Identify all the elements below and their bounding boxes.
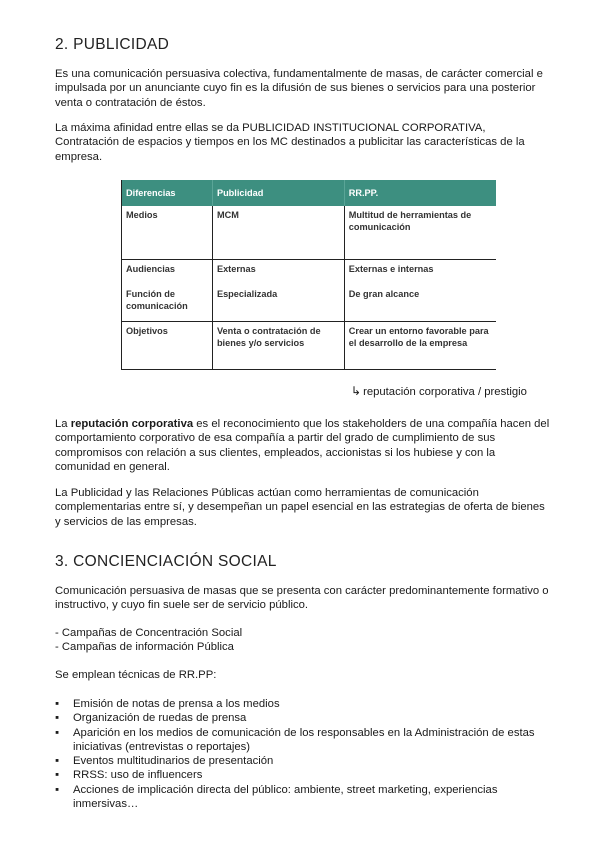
list-item: ▪ Organización de ruedas de prensa (55, 712, 247, 725)
table-header-cell: Diferencias (122, 180, 213, 206)
paragraph-tecnicas-intro: Se emplean técnicas de RR.PP: (55, 669, 217, 681)
differences-table (121, 180, 496, 370)
list-item: ▪ Acciones de implicación directa del público: ambiente, street marketing, experiencias inmersivas… (55, 783, 498, 811)
list-item: ▪ RRSS: uso de influencers (55, 769, 203, 782)
paragraph-publicidad-definition: Es una comunicación persuasiva colectiva, fundamentalmente de masas, de carácter comercial e impulsada por un anunciante cuyo fin es la difusión de sus bienes o servicios para una posterior venta o contratación de éstos. (55, 68, 543, 109)
table-cell: Función de comunicación (122, 286, 213, 321)
table-cell: Especializada (212, 286, 344, 321)
paragraph-complementarias: La Publicidad y las Relaciones Públicas actúan como herramientas de comunicación complementarias entre sí, y desempeñan un papel esencial en las estrategias de oferta de bienes y servicios de las empresas. (55, 487, 545, 528)
paragraph-concienciacion-definition: Comunicación persuasiva de masas que se presenta con carácter predominantemente formativo o instructivo, y cuyo fin suele ser de servicio público. (55, 585, 549, 612)
reputacion-pre: La (55, 418, 71, 430)
reputacion-bold-term: reputación corporativa (70, 418, 194, 430)
table-cell: De gran alcance (344, 286, 496, 321)
section-heading-concienciacion: 3. CONCIENCIACIÓN SOCIAL (55, 553, 277, 570)
list-item: ▪ Eventos multitudinarios de presentación (55, 755, 274, 768)
table-cell: Audiencias (122, 259, 213, 286)
table-header-row (122, 180, 497, 206)
list-item: ▪ Emisión de notas de prensa a los medios (55, 698, 280, 710)
corner-arrow-icon: ↳ (351, 384, 362, 398)
table-row (122, 321, 497, 369)
reputation-note (351, 384, 527, 398)
table-header-cell: Publicidad (212, 180, 344, 206)
table-row (122, 206, 497, 259)
paragraph-reputacion (55, 417, 550, 474)
bullet-icon: ▪ (55, 783, 60, 796)
list-item: - Campañas de Concentración Social (55, 627, 243, 639)
reputacion-post: es el reconocimiento que los stakeholders de una compañía hacen del comportamiento corporativo de esa compañía a partir del grado de cumplimiento de sus compromisos con relación a sus clientes, empleados, accionistas si los hubiese y con la comunidad en general. (55, 418, 550, 473)
table-cell: Crear un entorno favorable para el desarrollo de la empresa (348, 325, 489, 348)
table-cell: Externas (212, 259, 344, 286)
list-item: ▪ Aparición en los medios de comunicación de los responsables en la Administración de estas iniciativas (entrevistas o reportajes) (55, 726, 535, 753)
reputation-note-text: reputación corporativa / prestigio (363, 386, 527, 398)
bullet-icon: ▪ (55, 755, 60, 768)
bullet-icon: ▪ (55, 726, 60, 739)
table-row (122, 259, 497, 286)
list-item: - Campañas de información Pública (55, 641, 234, 654)
section-heading-publicidad: 2. PUBLICIDAD (55, 36, 170, 53)
table-cell: Medios (122, 206, 213, 259)
table-header-cell: RR.PP. (344, 180, 496, 206)
bullet-icon: ▪ (55, 698, 60, 710)
table-cell: Venta o contratación de bienes y/o servicios (212, 321, 344, 369)
paragraph-afinidad: La máxima afinidad entre ellas se da PUBLICIDAD INSTITUCIONAL CORPORATIVA, Contratación de espacios y tiempos en los MC destinados a publicitar las características de la empresa. (55, 122, 525, 163)
table-cell: MCM (212, 206, 344, 259)
table-cell: Multitud de herramientas de comunicación (344, 206, 496, 259)
table-cell: Externas e internas (348, 263, 434, 274)
bullet-icon: ▪ (55, 769, 60, 782)
bullet-icon: ▪ (55, 712, 60, 725)
tecnicas-bullet-list (55, 697, 550, 811)
campaigns-list (55, 626, 242, 655)
table-row (122, 286, 497, 321)
table-cell: Objetivos (122, 321, 213, 369)
